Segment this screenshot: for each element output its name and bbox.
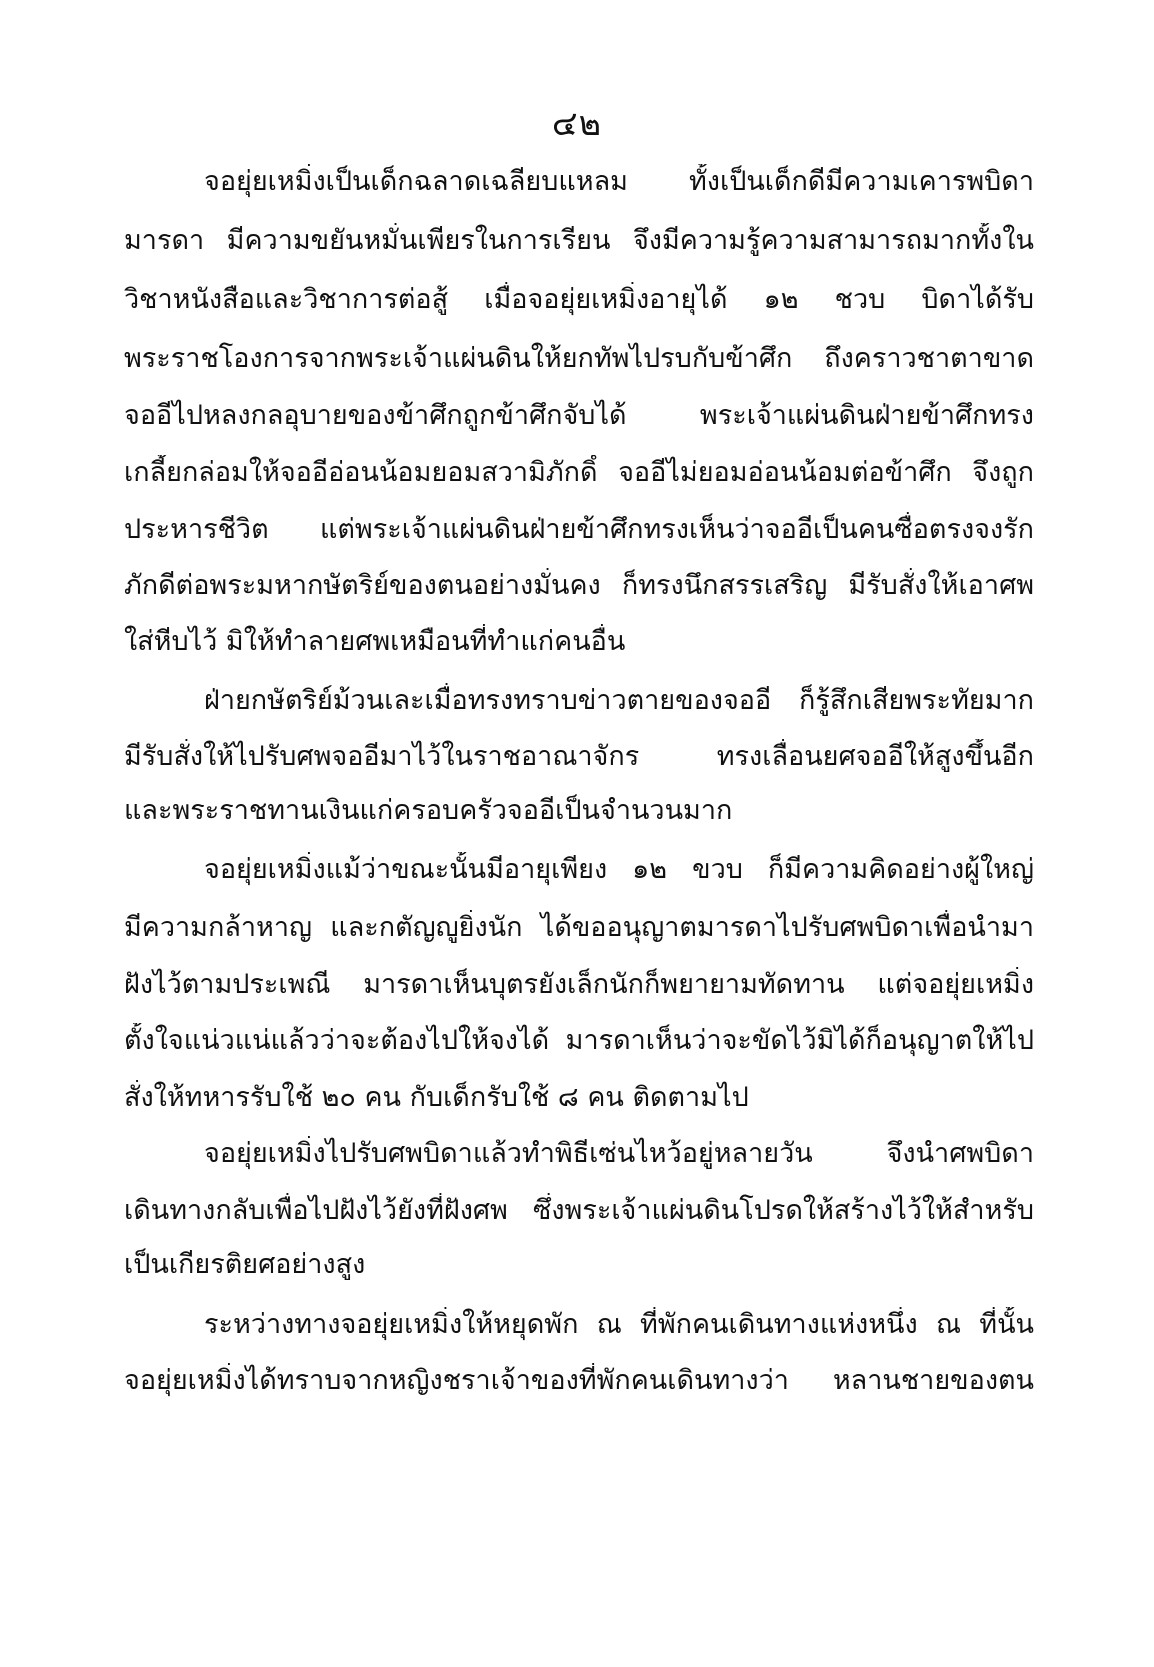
text-line-22: จอยุ่ยเหมิ่งได้ทราบจากหญิงชราเจ้าของที่พักคนเดินทางว่า หลานชายของตน xyxy=(124,1365,1034,1396)
text-line-21: ระหว่างทางจอยุ่ยเหมิ่งให้หยุดพัก ณ ที่พักคนเดินทางแห่งหนึ่ง ณ ที่นั้น xyxy=(204,1309,1034,1340)
text-line-10: ฝ่ายกษัตริย์ม้วนเละเมื่อทรงทราบข่าวตายของจออี ก็รู้สึกเสียพระทัยมาก xyxy=(204,685,1034,716)
text-line-1: จอยุ่ยเหมิ่งเป็นเด็กฉลาดเฉลียบแหลม ทั้งเป็นเด็กดีมีความเคารพบิดา xyxy=(204,166,1034,197)
text-line-2: มารดา มีความขยันหมั่นเพียรในการเรียน จึงมีความรู้ความสามารถมากทั้งใน xyxy=(124,225,1034,256)
text-line-8: ภักดีต่อพระมหากษัตริย์ของตนอย่างมั่นคง ก็ทรงนึกสรรเสริญ มีรับสั่งให้เอาศพ xyxy=(124,570,1034,601)
text-line-13: จอยุ่ยเหมิ่งแม้ว่าขณะนั้นมีอายุเพียง ๑๒ ขวบ ก็มีความคิดอย่างผู้ใหญ่ xyxy=(204,854,1034,885)
text-line-7: ประหารชีวิต แต่พระเจ้าแผ่นดินฝ่ายข้าศึกทรงเห็นว่าจออีเป็นคนซื่อตรงจงรัก xyxy=(124,514,1034,545)
text-line-17: สั่งให้ทหารรับใช้ ๒๐ คน กับเด็กรับใช้ ๘ คน ติดตามไป xyxy=(124,1082,749,1113)
text-line-9: ใส่หีบไว้ มิให้ทำลายศพเหมือนที่ทำแก่คนอื่น xyxy=(124,626,626,657)
text-line-6: เกลี้ยกล่อมให้จออีอ่อนน้อมยอมสวามิภักดิ์ จออีไม่ยอมอ่อนน้อมต่อข้าศึก จึงถูก xyxy=(124,457,1034,488)
text-line-18: จอยุ่ยเหมิ่งไปรับศพบิดาแล้วทำพิธีเซ่นไหว้อยู่หลายวัน จึงนำศพบิดา xyxy=(204,1138,1034,1169)
page-number: ๔๒ xyxy=(551,104,603,144)
text-line-11: มีรับสั่งให้ไปรับศพจออีมาไว้ในราชอาณาจักร ทรงเลื่อนยศจออีให้สูงขึ้นอีก xyxy=(124,741,1034,772)
text-line-5: จออีไปหลงกลอุบายของข้าศึกถูกข้าศึกจับได้ พระเจ้าแผ่นดินฝ่ายข้าศึกทรง xyxy=(124,400,1034,431)
text-line-19: เดินทางกลับเพื่อไปฝังไว้ยังที่ฝังศพ ซึ่งพระเจ้าแผ่นดินโปรดให้สร้างไว้ให้สำหรับ xyxy=(124,1195,1034,1226)
text-line-4: พระราชโองการจากพระเจ้าแผ่นดินให้ยกทัพไปรบกับข้าศึก ถึงคราวชาตาขาด xyxy=(124,343,1034,374)
text-line-15: ฝังไว้ตามประเพณี มารดาเห็นบุตรยังเล็กนักก็พยายามทัดทาน แต่จอยุ่ยเหมิ่ง xyxy=(124,969,1034,1000)
text-line-16: ตั้งใจแน่วแน่แล้วว่าจะต้องไปให้จงได้ มารดาเห็นว่าจะขัดไว้มิได้ก็อนุญาตให้ไป xyxy=(124,1025,1034,1056)
text-line-20: เป็นเกียรติยศอย่างสูง xyxy=(124,1249,366,1280)
text-line-14: มีความกล้าหาญ และกตัญญูยิ่งนัก ได้ขออนุญาตมารดาไปรับศพบิดาเพื่อนำมา xyxy=(124,912,1034,943)
text-line-3: วิชาหนังสือและวิชาการต่อสู้ เมื่อจอยุ่ยเหมิ่งอายุได้ ๑๒ ชวบ บิดาได้รับ xyxy=(124,284,1034,315)
text-line-12: และพระราชทานเงินแก่ครอบครัวจออีเป็นจำนวนมาก xyxy=(124,795,733,826)
